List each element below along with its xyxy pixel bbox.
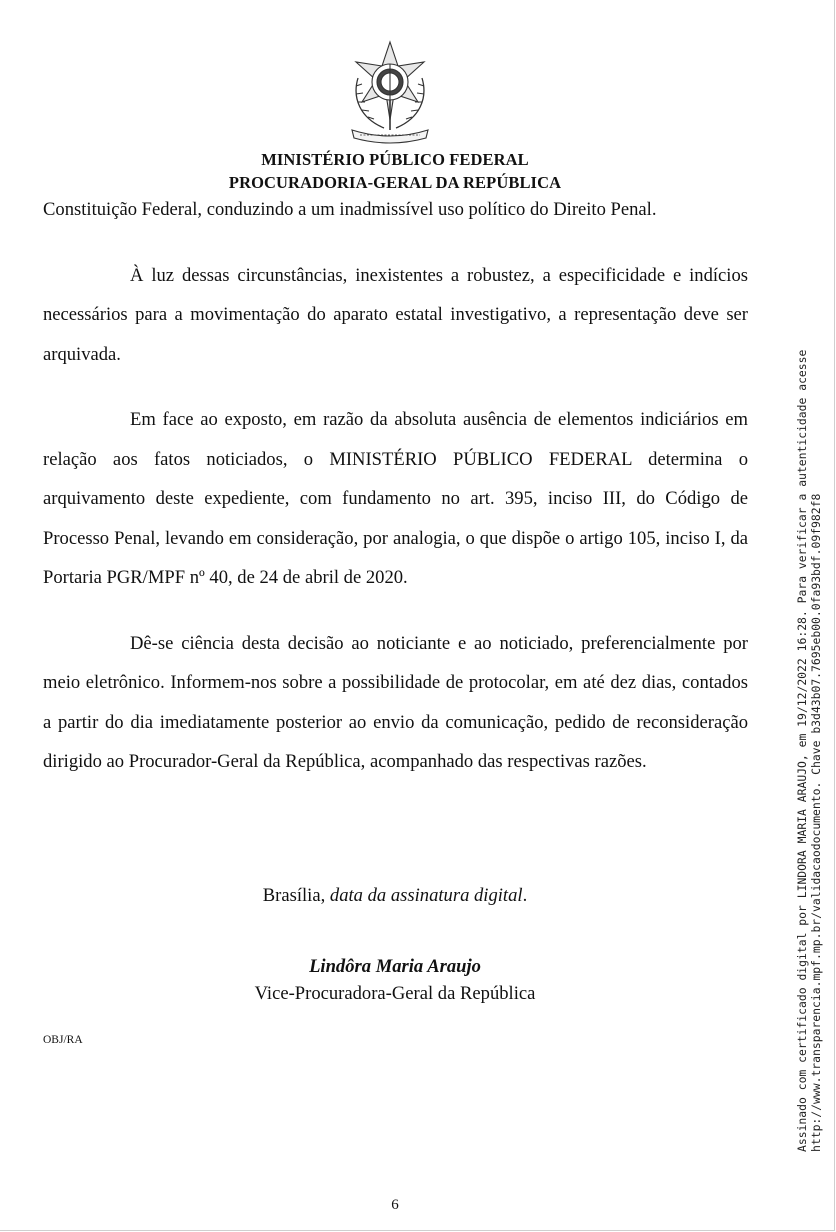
signer-role: Vice-Procuradora-Geral da República	[254, 983, 536, 1004]
paragraph-decision: Em face ao exposto, em razão da absoluta ausência de elementos indiciários em relação aos fatos noticiados, o MINISTÉRIO PÚBLICO FEDERAL determina o arquivamento deste expediente, com fundamento no art. 395, inciso III, do Código de Processo Penal, levando em consideração, por analogia, o que dispõe o artigo 105, inciso I, da Portaria PGR/MPF nº 40, de 24 de abril de 2020.	[43, 409, 748, 588]
institution-name: MINISTÉRIO PÚBLICO FEDERAL	[261, 150, 529, 169]
page-number: 6	[391, 1197, 399, 1213]
stamp-line-2: http://www.transparencia.mpf.mp.br/validacaodocumento. Chave b3d43b07.7695eb00.0fa93bdf.09f982f8	[809, 493, 823, 1152]
paragraph-conclusion: À luz dessas circunstâncias, inexistentes a robustez, a especificidade e indícios necessários para a movimentação do aparato estatal investigativo, a representação deve ser arquivada.	[43, 264, 748, 365]
document-body	[43, 190, 748, 782]
department-name: PROCURADORIA-GERAL DA REPÚBLICA	[228, 173, 562, 192]
place: Brasília,	[262, 885, 330, 906]
signer-name: Lindôra Maria Araujo	[309, 956, 481, 977]
digital-signature-stamp	[795, 282, 823, 1152]
period: .	[522, 885, 528, 906]
coat-of-arms-icon	[338, 38, 442, 146]
stamp-line-1: Assinado com certificado digital por LINDORA MARIA ARAUJO, em 19/12/2022 16:28. Para verificar a autenticidade acesse	[795, 349, 809, 1152]
date-text: data da assinatura digital	[329, 885, 523, 906]
continuation-paragraph: Constituição Federal, conduzindo a um inadmissível uso político do Direito Penal.	[43, 199, 657, 220]
paragraph-notification: Dê-se ciência desta decisão ao noticiante e ao noticiado, preferencialmente por meio eletrônico. Informem-nos sobre a possibilidade de protocolar, em até dez dias, contados a partir do dia imediatamente posterior ao envio da comunicação, pedido de reconsideração dirigido ao Procurador-Geral da República, acompanhado das respectivas razões.	[43, 632, 748, 772]
place-and-date	[0, 880, 790, 912]
reference-code: OBJ/RA	[43, 1034, 83, 1046]
